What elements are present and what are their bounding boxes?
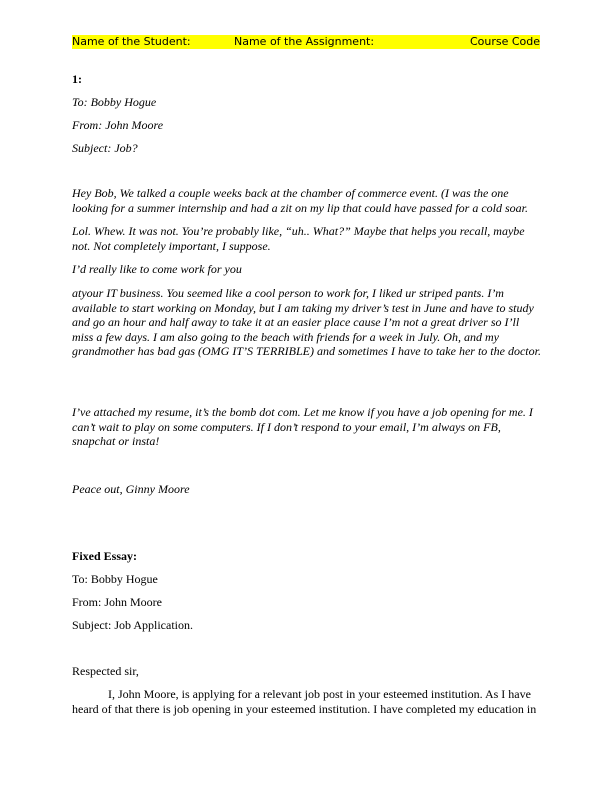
fixed-salutation: Respected sir, bbox=[72, 664, 139, 678]
page-header bbox=[72, 35, 540, 49]
fixed-essay-heading: Fixed Essay: bbox=[72, 549, 138, 563]
header-assignment-name: Name of the Assignment: bbox=[234, 35, 375, 48]
original-subject: Subject: Job? bbox=[72, 141, 138, 155]
section-number: 1: bbox=[72, 72, 82, 86]
original-paragraph-1: Hey Bob, We talked a couple weeks back at the chamber of commerce event. (I was the one looking for a summer internship and had a zit on my lip that could have passed for a cold soar. bbox=[72, 186, 528, 215]
fixed-from: From: John Moore bbox=[72, 595, 162, 609]
original-signoff: Peace out, Ginny Moore bbox=[72, 482, 190, 496]
original-paragraph-3: I’d really like to come work for you bbox=[72, 262, 242, 276]
original-paragraph-4: atyour IT business. You seemed like a cool person to work for, I liked ur striped pants. I’m available to start working on Monday, but I am taking my driver’s test in June and have to study and go an hour and half away to take it at an easier place cause I’m not a great driver so I’ll miss a few days. I am also going to the beach with friends for a week in July. Oh, and my grandmother has bad gas (OMG IT’S TERRIBLE) and sometimes I have to take her to the doctor. bbox=[72, 286, 541, 358]
fixed-body-paragraph: I, John Moore, is applying for a relevant job post in your esteemed institution. As I have heard of that there is job opening in your esteemed institution. I have completed my education in bbox=[72, 687, 537, 716]
original-to: To: Bobby Hogue bbox=[72, 95, 157, 109]
original-from: From: John Moore bbox=[72, 118, 164, 132]
header-student-name: Name of the Student: bbox=[72, 35, 191, 48]
header-course-code: Course Code bbox=[469, 35, 540, 48]
original-paragraph-2: Lol. Whew. It was not. You’re probably like, “uh.. What?” Maybe that helps you recall, maybe not. Not completely important, I suppose. bbox=[72, 224, 525, 253]
fixed-subject: Subject: Job Application. bbox=[72, 618, 193, 632]
original-paragraph-5: I’ve attached my resume, it’s the bomb dot com. Let me know if you have a job opening for me. I can’t wait to play on some computers. If I don’t respond to your email, I’m always on FB, snapchat or insta! bbox=[72, 405, 533, 448]
fixed-to: To: Bobby Hogue bbox=[72, 572, 158, 586]
